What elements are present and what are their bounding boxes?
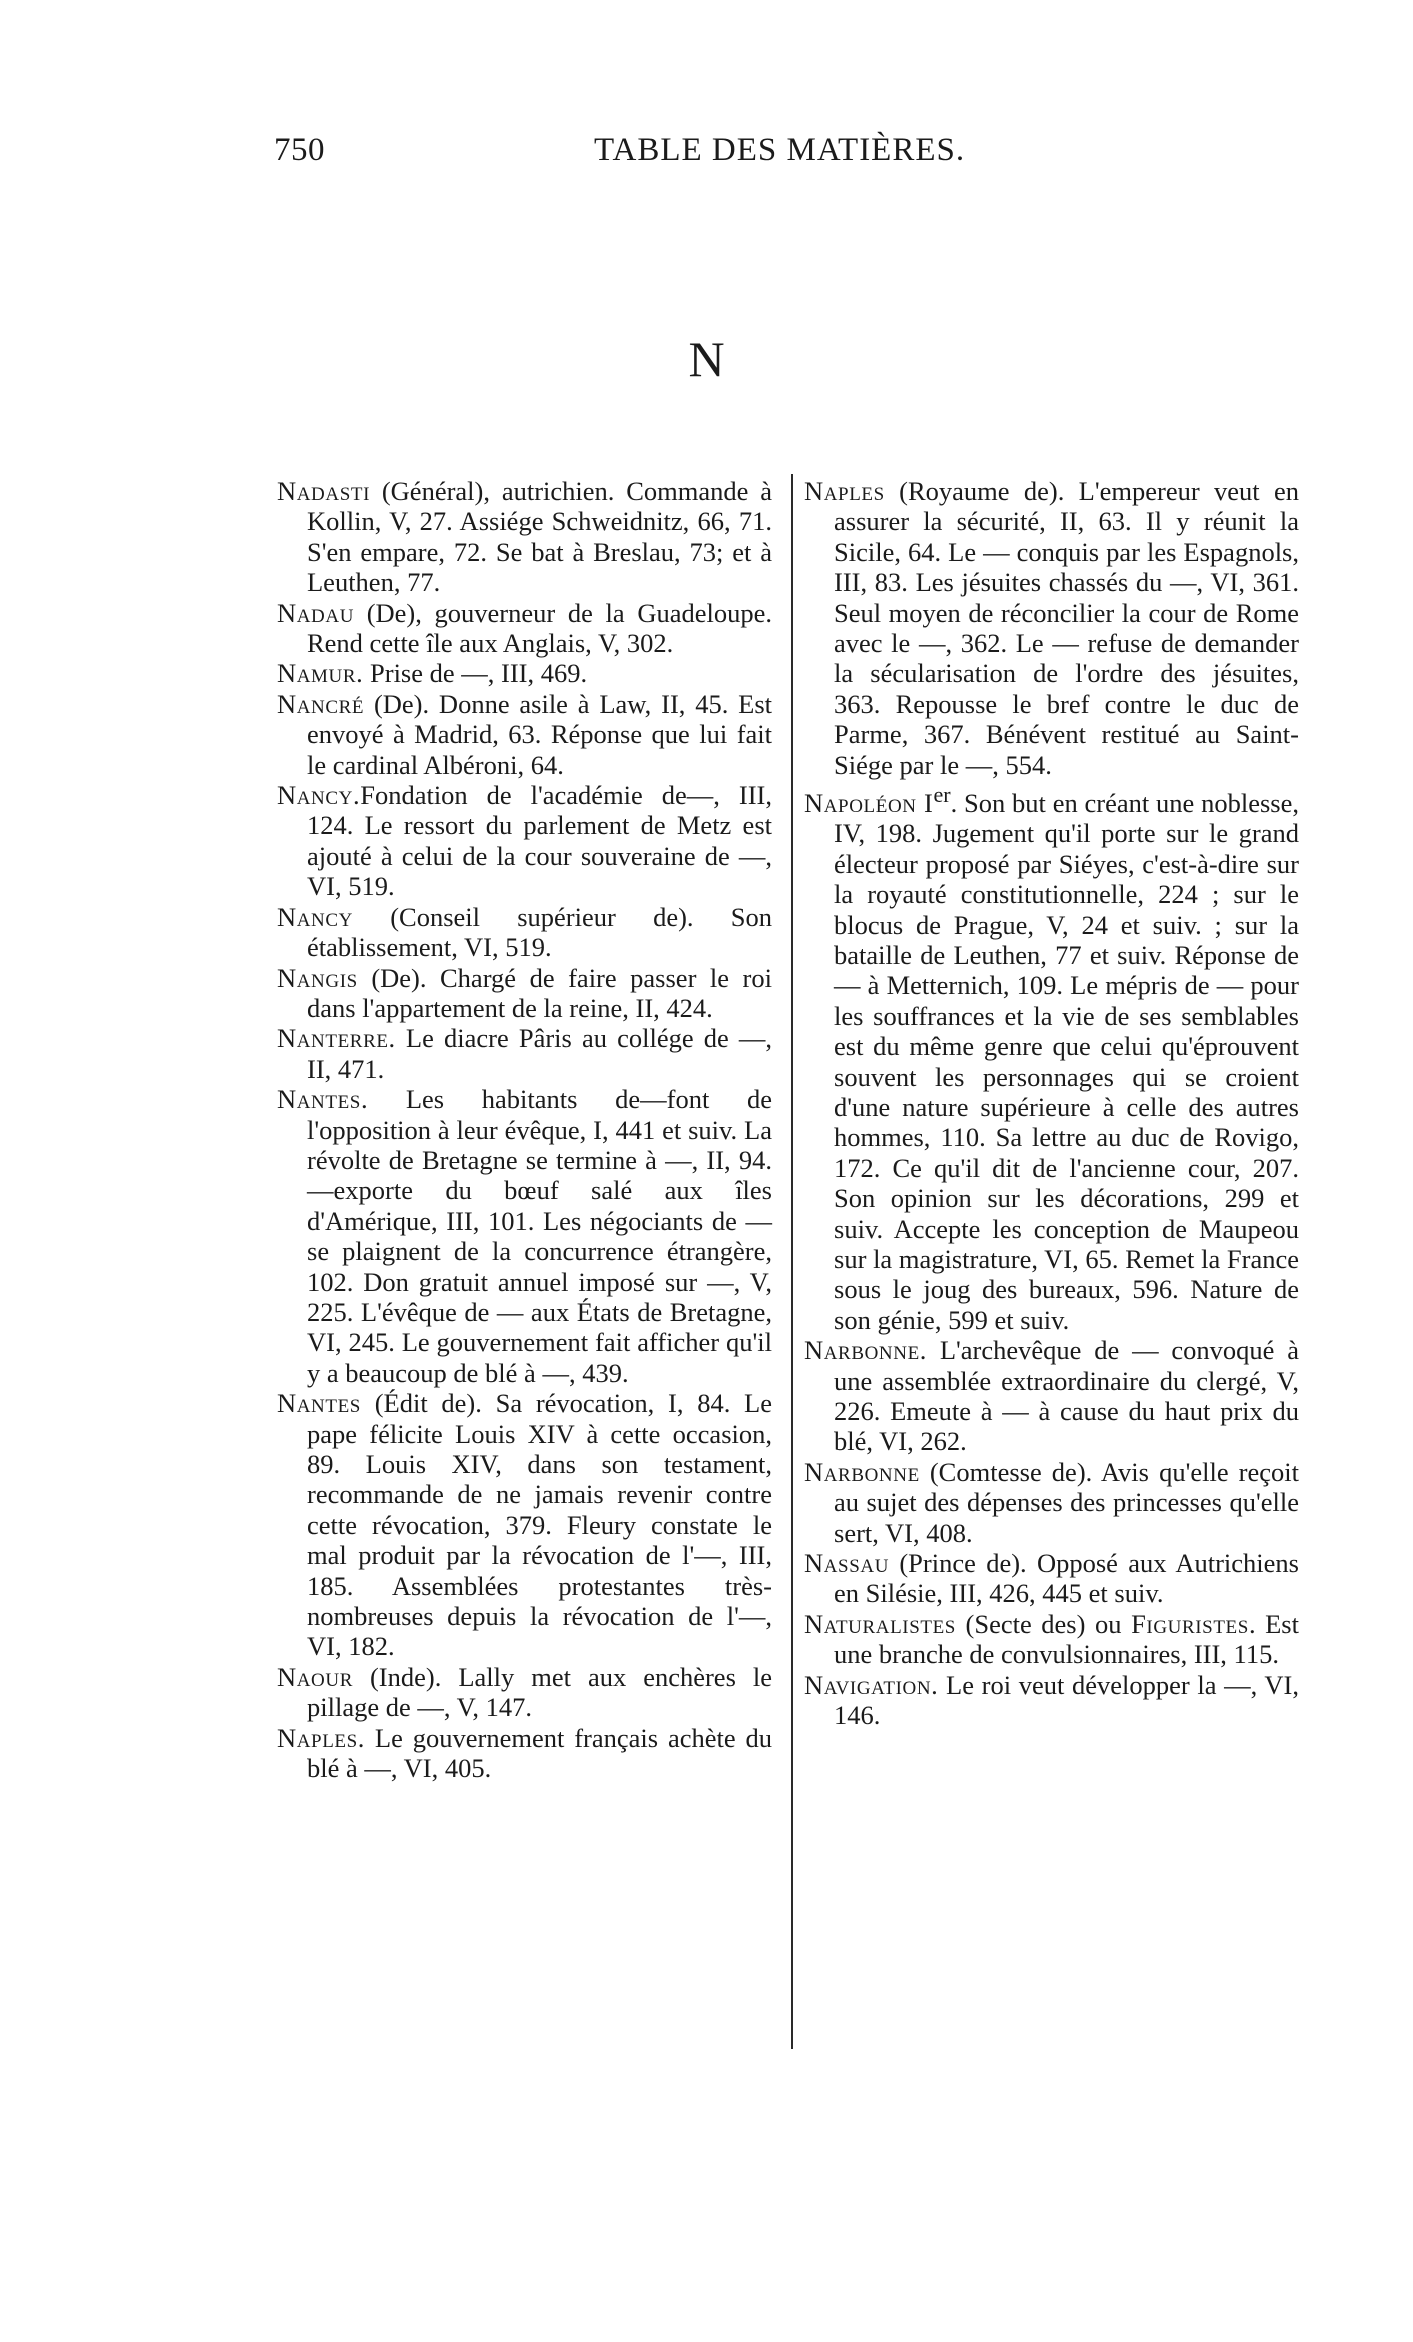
- entry-text: Fondation de l'académie de—, III, 124. Le ressort du parlement de Metz est ajouté à celui de la cour souveraine de —, VI, 519.: [307, 780, 772, 902]
- index-column-right: [804, 476, 1299, 1730]
- entry-text: (De). Chargé de faire passer le roi dans l'appartement de la reine, II, 424.: [307, 962, 772, 1023]
- entry-text: (Général), autrichien. Commande à Kollin, V, 27. Assiége Schweidnitz, 66, 71. S'en empare, 72. Se bat à Breslau, 73; et à Leuthen, 77.: [307, 476, 772, 598]
- index-entry: [277, 658, 772, 688]
- entry-text: (Prince de). Opposé aux Autrichiens en Silésie, III, 426, 445 et suiv.: [834, 1548, 1299, 1609]
- entry-text: Le diacre Pâris au collége de —, II, 471.: [307, 1023, 772, 1084]
- entry-text: (Comtesse de). Avis qu'elle reçoit au sujet des dépenses des princesses qu'elle sert, VI, 408.: [834, 1456, 1299, 1548]
- entry-text: (Royaume de). L'empereur veut en assurer la sécurité, II, 63. Il y réunit la Sicile, 64. Le — conquis par les Espagnols, III, 83. Les jésuites chassés du —, VI, 361. Seul moyen de réconcilier la cour de Rome avec le —, 362. Le — refuse de demander la sécularisation de l'ordre des jésuites, 363. Repousse le bref contre le duc de Parme, 367. Bénévent restitué au Saint-Siége par le —, 554.: [834, 476, 1299, 780]
- index-entry: [804, 1457, 1299, 1548]
- entry-headword: Nadasti: [277, 476, 371, 506]
- entry-text: L'archevêque de — convoqué à une assemblée extraordinaire du clergé, V, 226. Emeute à — à cause du haut prix du blé, VI, 262.: [834, 1335, 1299, 1457]
- entry-headword: Nancré: [277, 688, 365, 719]
- entry-text: Le gouvernement français achète du blé à —, VI, 405.: [307, 1722, 772, 1784]
- entry-headword: Namur.: [277, 658, 364, 689]
- index-entry: [277, 598, 772, 659]
- entry-text: (Conseil supérieur de). Son établissement, VI, 519.: [307, 901, 772, 963]
- entry-headword: Naples: [804, 476, 885, 506]
- entry-text: (De), gouverneur de la Guadeloupe. Rend cette île aux Anglais, V, 302.: [307, 597, 772, 659]
- entry-text: Prise de —, III, 469.: [363, 658, 588, 689]
- index-column-left: [277, 476, 772, 1783]
- index-entry: [277, 1023, 772, 1084]
- index-entry: [804, 476, 1299, 780]
- entry-headword: Naturalistes: [804, 1608, 956, 1639]
- entry-headword: Nanterre.: [277, 1023, 396, 1054]
- entry-headword: Navigation.: [804, 1669, 939, 1700]
- index-entry: [277, 1723, 772, 1784]
- index-entry: [804, 1548, 1299, 1609]
- section-letter: N: [688, 331, 725, 387]
- entry-text: Le roi veut développer la —, VI, 146.: [834, 1669, 1299, 1731]
- entry-headword-secondary: Figuristes: [1131, 1608, 1249, 1639]
- entry-headword: Nancy: [277, 901, 353, 932]
- index-entry: [804, 780, 1299, 1335]
- index-entry: [277, 1388, 772, 1662]
- index-entry: [804, 1609, 1299, 1670]
- page-number: 750: [274, 132, 325, 168]
- entry-headword: Narbonne.: [804, 1335, 927, 1366]
- index-entry: [277, 780, 772, 902]
- entry-headword: Napoléon I: [804, 787, 934, 818]
- index-entry: [277, 963, 772, 1024]
- entry-headword: Naour: [277, 1661, 353, 1692]
- column-divider: [791, 474, 793, 2049]
- entry-text: (Secte des) ou: [955, 1608, 1132, 1639]
- index-entry: [804, 1670, 1299, 1731]
- index-entry: [277, 689, 772, 780]
- entry-superscript: er: [933, 782, 951, 808]
- entry-headword: Nadau: [277, 597, 355, 628]
- entry-text: (Édit de). Sa révocation, I, 84. Le pape félicite Louis XIV à cette occasion, 89. Louis XIV, dans son testament, recommande de ne jamais revenir contre cette révocation, 379. Fleury constate le mal produit par la révocation de l'—, III, 185. Assemblées protestantes très-nombreuses depuis la révocation de l'—, VI, 182.: [307, 1388, 772, 1662]
- index-entry: [277, 902, 772, 963]
- running-title: TABLE DES MATIÈRES.: [594, 132, 966, 168]
- entry-text: . Son but en créant une noblesse, IV, 198. Jugement qu'il porte sur le grand électeur proposé par Siéyes, c'est-à-dire sur la royauté constitutionnelle, 224 ; sur le blocus de Prague, V, 24 et suiv. ; sur la bataille de Leuthen, 77 et suiv. Réponse de — à Metternich, 109. Le mépris de — pour les souffrances et la vie de ses semblables est du même genre que celui qu'éprouvent souvent les personnages qui se croient d'une nature supérieure à celle des autres hommes, 110. Sa lettre au duc de Rovigo, 172. Ce qu'il dit de l'ancienne cour, 207. Son opinion sur les décorations, 299 et suiv. Accepte les conception de Maupeou sur la magistrature, VI, 65. Remet la France sous le joug des bureaux, 596. Nature de son génie, 599 et suiv.: [834, 787, 1299, 1335]
- entry-text-secondary: . Est une branche de convulsionnaires, III, 115.: [834, 1608, 1299, 1670]
- index-entry: [277, 476, 772, 598]
- index-entry: [277, 1662, 772, 1723]
- page-header: [274, 132, 994, 176]
- entry-headword: Nangis: [277, 962, 358, 993]
- entry-headword: Nantes: [277, 1388, 361, 1419]
- entry-headword: Nassau: [804, 1548, 890, 1579]
- entry-headword: Nancy.: [277, 780, 361, 811]
- index-entry: [804, 1335, 1299, 1457]
- entry-headword: Nantes.: [277, 1084, 369, 1115]
- entry-headword: Narbonne: [804, 1456, 920, 1487]
- entry-text: (De). Donne asile à Law, II, 45. Est envoyé à Madrid, 63. Réponse que lui fait le cardinal Albéroni, 64.: [307, 688, 772, 780]
- index-entry: [277, 1084, 772, 1388]
- entry-text: Les habitants de—font de l'opposition à leur évêque, I, 441 et suiv. La révolte de Bretagne se termine à —, II, 94. —exporte du bœuf salé aux îles d'Amérique, III, 101. Les négociants de — se plaignent de la concurrence étrangère, 102. Don gratuit annuel imposé sur —, V, 225. L'évêque de — aux États de Bretagne, VI, 245. Le gouvernement fait afficher qu'il y a beaucoup de blé à —, 439.: [307, 1084, 772, 1388]
- entry-text: (Inde). Lally met aux enchères le pillage de —, V, 147.: [307, 1661, 772, 1723]
- entry-headword: Naples.: [277, 1722, 366, 1753]
